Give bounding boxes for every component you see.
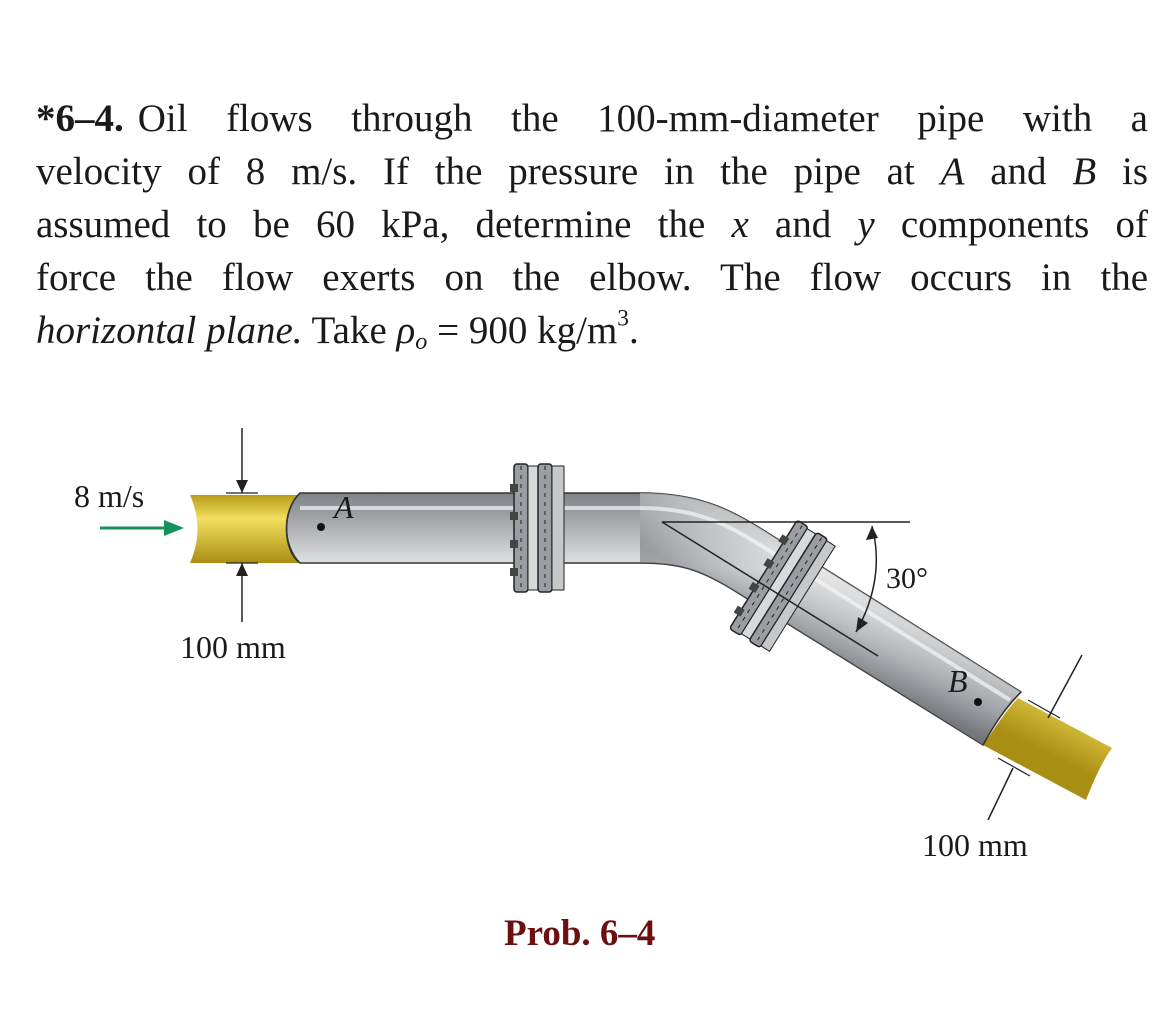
point-b-ref: B <box>1072 150 1097 193</box>
problem-text: and <box>748 203 858 246</box>
problem-text: is <box>1096 150 1149 193</box>
right-dimension-line-top <box>1048 655 1082 718</box>
point-b-marker <box>974 698 982 706</box>
problem-text: Take <box>302 309 397 352</box>
point-a-marker <box>317 523 325 531</box>
figure-caption: Prob. 6–4 <box>504 913 656 954</box>
velocity-arrowhead <box>164 520 184 536</box>
rho-subscript: o <box>415 328 428 356</box>
left-diameter-label: 100 mm <box>180 629 286 665</box>
point-a-label: A <box>334 489 354 525</box>
x-variable: x <box>731 203 749 246</box>
problem-number: *6–4. <box>36 97 124 140</box>
left-dimension-arrow-bottom <box>236 563 248 576</box>
problem-line-1 <box>36 92 1148 145</box>
problem-text: velocity of 8 m/s. If the pressure in the pipe at <box>36 150 941 193</box>
problem-text: components of <box>874 203 1148 246</box>
oil-stream-inlet <box>190 495 300 563</box>
left-dimension-arrow-top <box>236 480 248 493</box>
angle-label: 30° <box>886 562 928 595</box>
angle-arrowhead-top <box>866 526 878 540</box>
right-diameter-label: 100 mm <box>922 827 1028 863</box>
horizontal-plane-text: horizontal plane. <box>36 309 303 352</box>
problem-text: Oil flows through the 100-mm-diameter pipe with a <box>137 97 1148 140</box>
velocity-label: 8 m/s <box>74 478 145 514</box>
flange-1 <box>510 464 564 592</box>
problem-text: force the flow exerts on the elbow. The flow occurs in the <box>36 256 1148 299</box>
y-variable: y <box>857 203 875 246</box>
problem-line-5 <box>36 304 1148 357</box>
problem-line-2 <box>36 145 1148 198</box>
problem-line-3 <box>36 198 1148 251</box>
problem-line-4 <box>36 251 1148 304</box>
pipe-bend-shading <box>640 493 1021 745</box>
problem-text: assumed to be 60 kPa, determine the <box>36 203 732 246</box>
problem-statement <box>36 92 1148 357</box>
point-a-ref: A <box>940 150 965 193</box>
cubic-exponent: 3 <box>617 305 629 332</box>
rho-symbol: ρ <box>396 309 416 352</box>
problem-text: . <box>628 309 639 352</box>
problem-text: and <box>964 150 1073 193</box>
pipe-elbow-figure <box>0 400 1170 900</box>
right-dimension-line-bottom <box>988 768 1013 820</box>
point-b-label: B <box>948 663 968 699</box>
density-value: = 900 kg/m <box>427 309 618 352</box>
